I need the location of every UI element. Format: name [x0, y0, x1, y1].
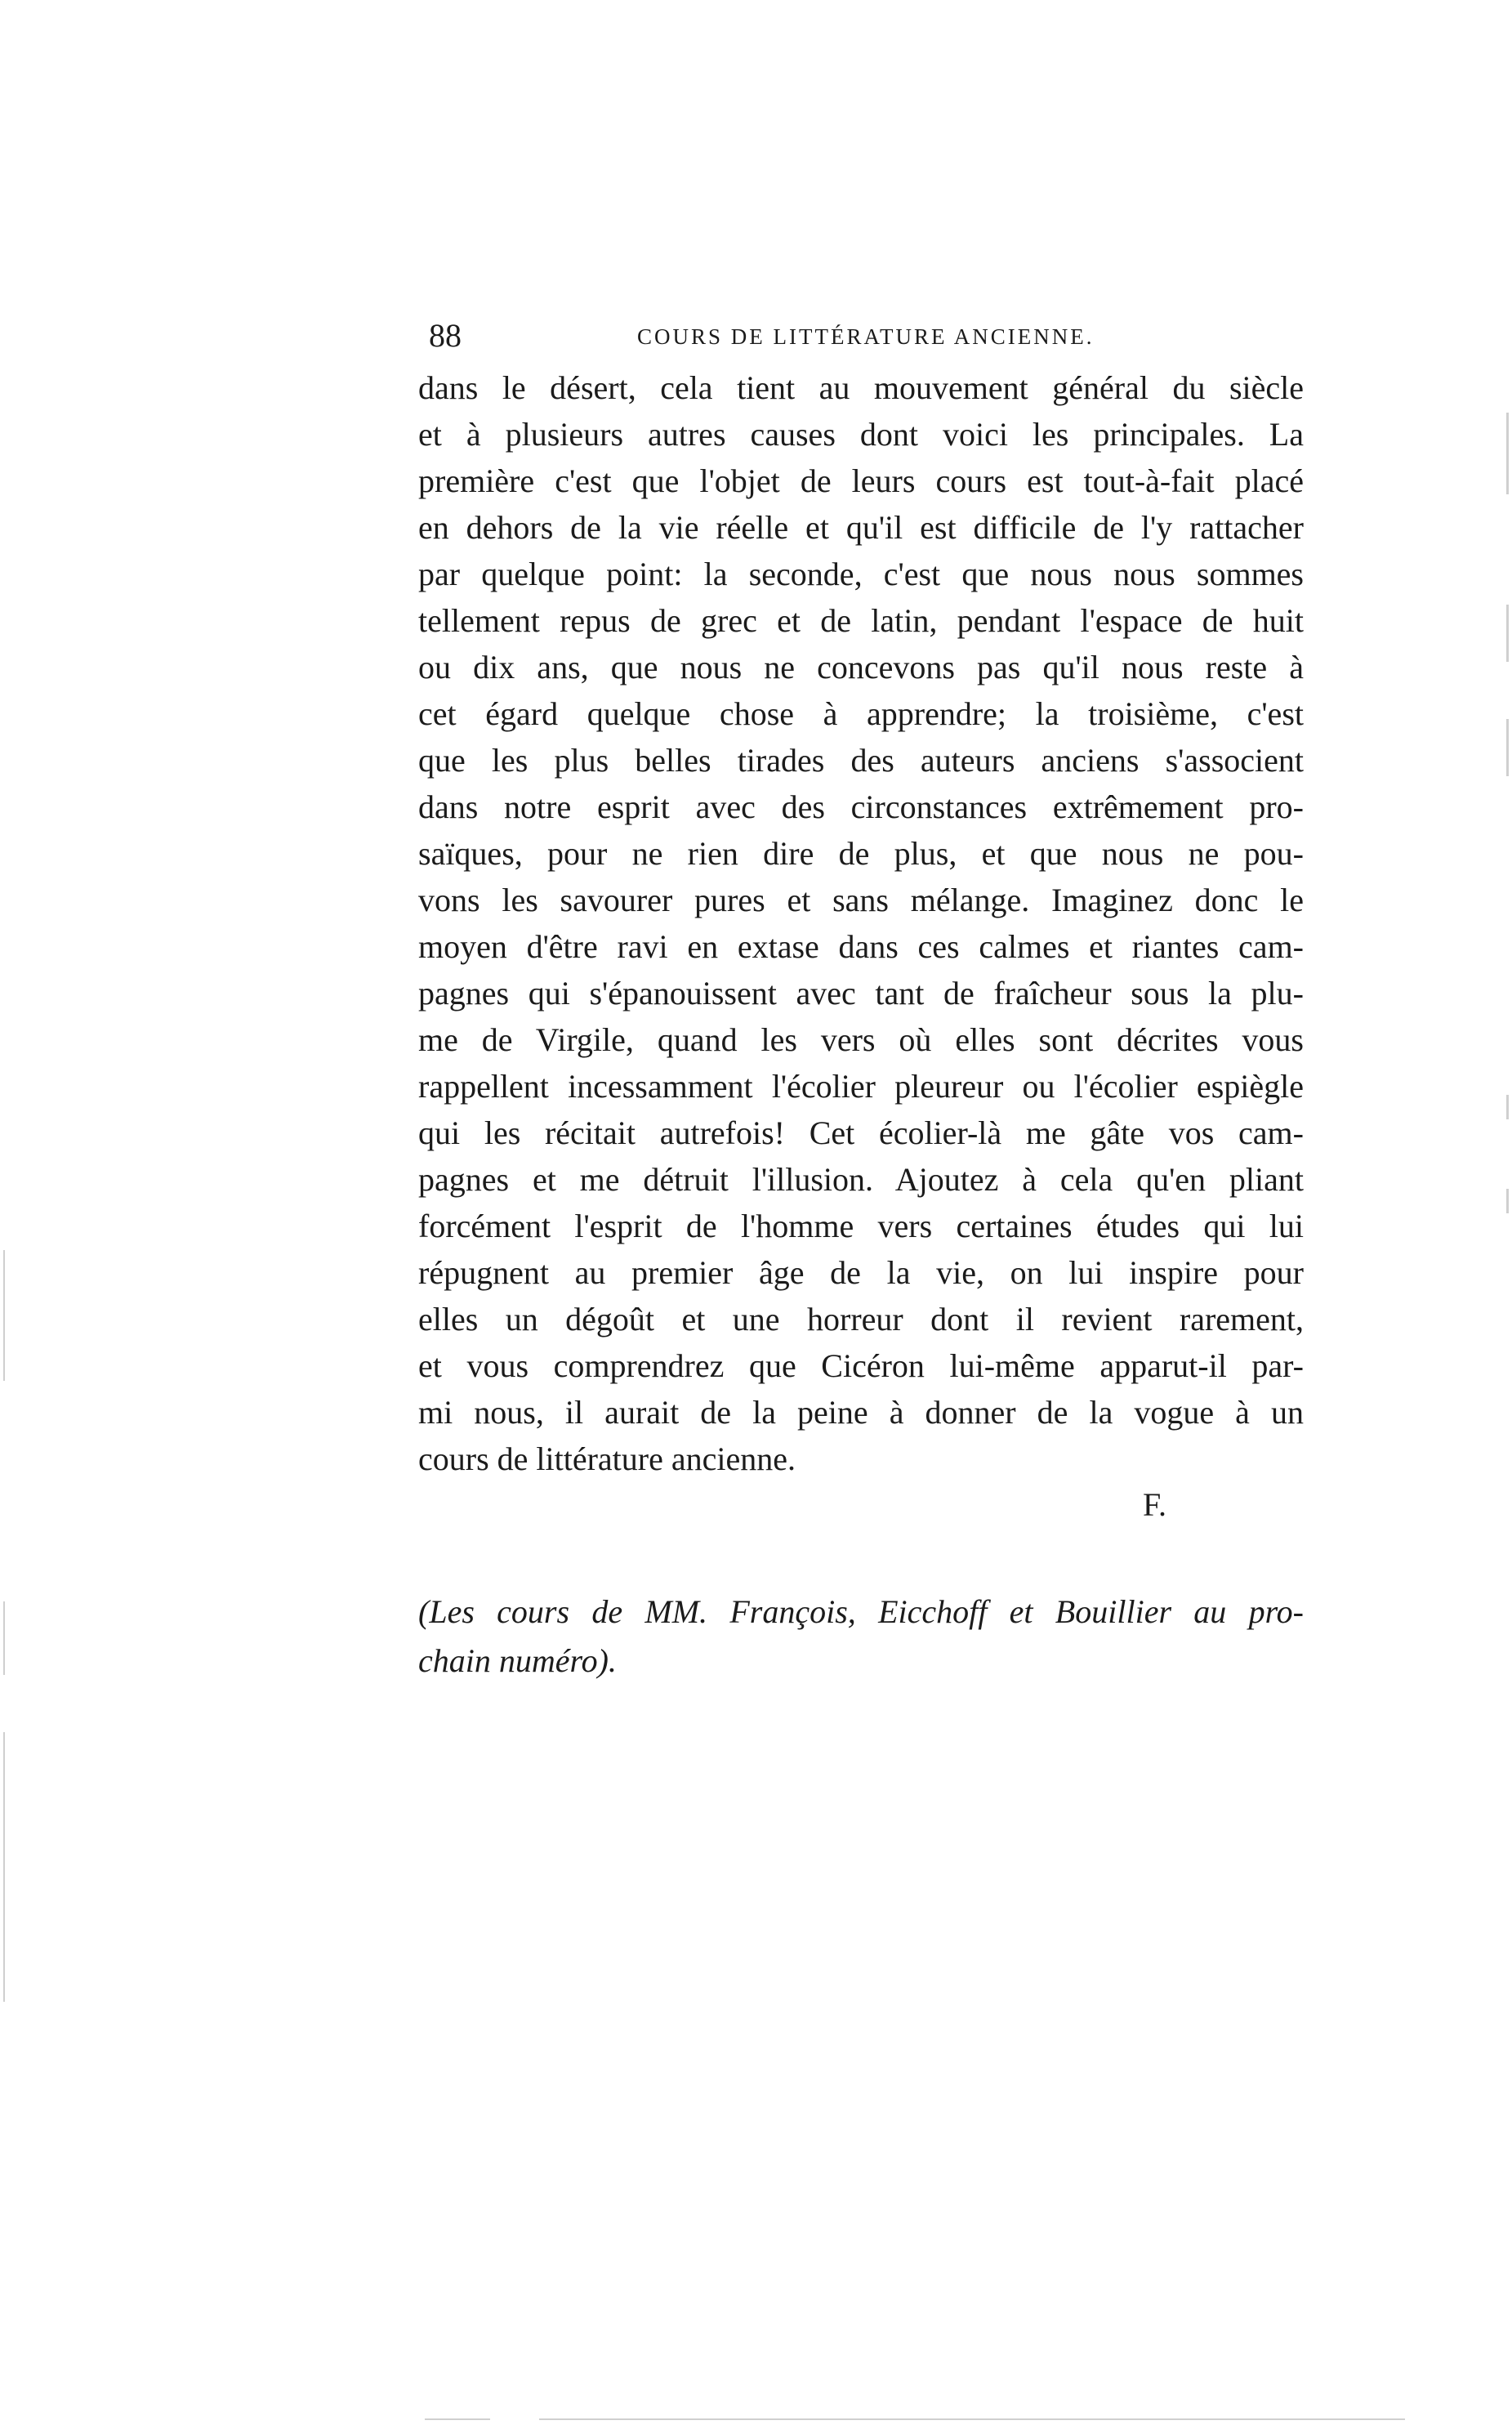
text-line: pagnes qui s'épanouissent avec tant de fraîcheur sous la plu-	[418, 975, 1304, 1012]
text-line: cours de littérature ancienne.	[418, 1440, 796, 1477]
text-line: cet égard quelque chose à apprendre; la troisième, c'est	[418, 695, 1304, 732]
text-line: vons les savourer pures et sans mélange. Imaginez donc le	[418, 882, 1304, 918]
text-line: qui les récitait autrefois! Cet écolier-là me gâte vos cam-	[418, 1114, 1304, 1151]
note-line: (Les cours de MM. François, Eicchoff et Bouillier au pro-	[418, 1593, 1304, 1630]
text-line: par quelque point: la seconde, c'est que nous nous sommes	[418, 556, 1304, 592]
note-line: chain numéro).	[418, 1642, 617, 1679]
text-line: en dehors de la vie réelle et qu'il est difficile de l'y rattacher	[418, 509, 1304, 546]
text-line: mi nous, il aurait de la peine à donner de la vogue à un	[418, 1394, 1304, 1431]
text-line: forcément l'esprit de l'homme vers certaines études qui lui	[418, 1208, 1304, 1244]
scan-edge-mark	[3, 1250, 5, 1381]
editorial-note	[418, 1588, 1304, 1686]
scan-edge-mark	[1506, 413, 1509, 494]
text-line: et à plusieurs autres causes dont voici les principales. La	[418, 416, 1304, 453]
text-line: me de Virgile, quand les vers où elles sont décrites vous	[418, 1021, 1304, 1058]
text-line: saïques, pour ne rien dire de plus, et que nous ne pou-	[418, 835, 1304, 872]
text-line: rappellent incessamment l'écolier pleureur ou l'écolier espiègle	[418, 1068, 1304, 1105]
text-line: moyen d'être ravi en extase dans ces calmes et riantes cam-	[418, 928, 1304, 965]
scan-edge-mark	[539, 2418, 1405, 2420]
text-line: elles un dégoût et une horreur dont il revient rarement,	[418, 1301, 1304, 1338]
scan-edge-mark	[3, 1601, 5, 1675]
text-line: répugnent au premier âge de la vie, on lui inspire pour	[418, 1254, 1304, 1291]
author-signature: F.	[1143, 1486, 1167, 1523]
scan-edge-mark	[1506, 1189, 1509, 1213]
text-line: que les plus belles tirades des auteurs anciens s'associent	[418, 742, 1304, 779]
text-line: première c'est que l'objet de leurs cours est tout-à-fait placé	[418, 462, 1304, 499]
text-line: tellement repus de grec et de latin, pendant l'espace de huit	[418, 602, 1304, 639]
scan-edge-mark	[1506, 605, 1509, 662]
text-line: dans notre esprit avec des circonstances extrêmement pro-	[418, 788, 1304, 825]
scan-edge-mark	[1506, 719, 1509, 776]
text-line: pagnes et me détruit l'illusion. Ajoutez à cela qu'en pliant	[418, 1161, 1304, 1198]
text-line: et vous comprendrez que Cicéron lui-même apparut-il par-	[418, 1347, 1304, 1384]
text-line: dans le désert, cela tient au mouvement général du siècle	[418, 369, 1304, 406]
page-number: 88	[429, 317, 462, 354]
scan-edge-mark	[3, 1732, 5, 2002]
scan-edge-mark	[1506, 1095, 1509, 1119]
body-text	[418, 364, 1304, 1482]
text-line: ou dix ans, que nous ne concevons pas qu'il nous reste à	[418, 649, 1304, 686]
scan-edge-mark	[425, 2418, 490, 2420]
running-head: COURS DE LITTÉRATURE ANCIENNE.	[637, 324, 1095, 349]
page-header	[429, 315, 1107, 356]
